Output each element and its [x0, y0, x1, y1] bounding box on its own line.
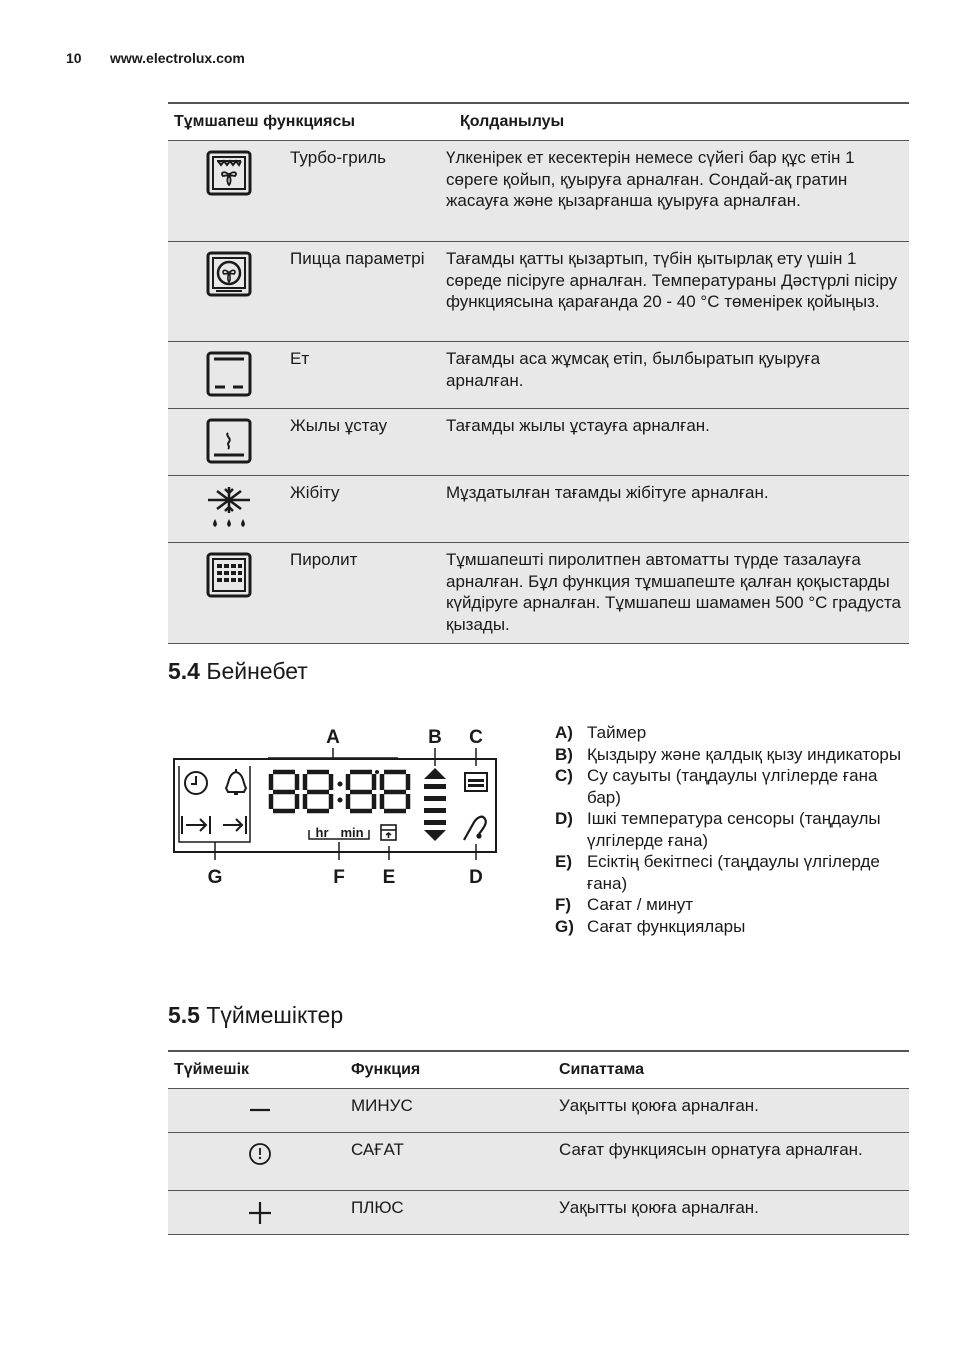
callout-f: F — [333, 867, 345, 888]
button-description: Сағат функциясын орнатуға арналған. — [559, 1140, 863, 1159]
col-header-description: Сипаттама — [559, 1061, 645, 1078]
table-header — [168, 1052, 909, 1089]
keep-warm-icon — [168, 409, 290, 475]
table-row — [168, 1089, 909, 1133]
legend-key: A) — [555, 723, 573, 742]
section-title: Түймешіктер — [206, 1002, 344, 1028]
timer-digits — [271, 772, 408, 811]
legend-key: E) — [555, 852, 572, 871]
function-description: Тұмшапешті пиролитпен автоматты түрде тазалауға арналған. Бұл функция тұмшапеште қалған қоқыстарды күйдіруге арналған. Тұмшапеш шамамен 500 °C градуста қызады. — [446, 550, 902, 634]
pyrolysis-icon — [168, 543, 290, 643]
site-url: www.electrolux.com — [110, 50, 245, 66]
clock-functions-bracket — [179, 766, 250, 842]
section-number: 5.5 — [168, 1002, 200, 1028]
turbo-grill-icon — [168, 141, 290, 241]
function-description: Тағамды аса жұмсақ етіп, былбыратып қуыруға арналған. — [446, 349, 821, 390]
callout-e: E — [382, 867, 396, 888]
table-row — [168, 1133, 909, 1191]
legend-key: G) — [555, 916, 574, 936]
section-heading-display — [168, 658, 308, 685]
clock-icon — [168, 1133, 351, 1190]
legend-text: Су сауыты (таңдаулы үлгілерде ғана бар) — [587, 766, 878, 807]
legend-text: Таймер — [587, 723, 647, 742]
legend-text: Сағат / минут — [587, 895, 694, 914]
table-row — [168, 342, 909, 409]
list-item — [555, 808, 915, 851]
buttons-table — [168, 1050, 909, 1235]
hr-label: hr — [315, 825, 329, 840]
legend-text: Қыздыру және қалдық қызу индикаторы — [587, 744, 902, 764]
button-function: ПЛЮС — [351, 1198, 404, 1217]
list-item — [555, 722, 915, 744]
duration-icon — [182, 816, 210, 834]
section-heading-buttons — [168, 1002, 343, 1029]
end-time-icon — [223, 816, 246, 834]
callout-b: B — [428, 727, 442, 748]
callout-d: D — [469, 867, 483, 888]
legend-key: D) — [555, 809, 573, 828]
list-item — [555, 916, 915, 938]
plus-icon — [168, 1191, 351, 1234]
button-function: МИНУС — [351, 1096, 413, 1115]
defrost-icon — [168, 476, 290, 542]
legend-key: F) — [555, 895, 572, 914]
function-description: Тағамды жылы ұстауға арналған. — [446, 416, 710, 435]
function-name: Турбо-гриль — [290, 148, 386, 167]
list-item — [555, 894, 915, 916]
section-number: 5.4 — [168, 658, 200, 684]
clock-icon — [185, 772, 207, 794]
water-tank-icon — [465, 773, 487, 791]
section-title: Бейнебет — [206, 658, 308, 684]
min-label: min — [340, 825, 364, 840]
function-name: Пицца параметрі — [290, 249, 425, 268]
display-legend — [555, 722, 915, 937]
heating-indicator — [424, 768, 446, 841]
table-header — [168, 104, 909, 141]
oven-functions-table — [168, 102, 909, 644]
callout-c: C — [469, 727, 483, 748]
table-row — [168, 141, 909, 242]
table-row — [168, 242, 909, 342]
legend-text: Ішкі температура сенсоры (таңдаулы үлгілерде ғана) — [587, 809, 881, 850]
function-name: Пиролит — [290, 550, 358, 569]
function-name: Жылы ұстау — [290, 416, 388, 435]
table-row — [168, 543, 909, 644]
table-row — [168, 476, 909, 543]
legend-text: Есіктің бекітпесі (таңдаулы үлгілерде ғана) — [587, 852, 880, 893]
function-description: Тағамды қатты қызартып, түбін қытырлақ ету үшін 1 сөреде пісіруге арналған. Температураны Дәстүрлі пісіру функциясына қарағанда 20 - 40 °C төменірек қойыңыз. — [446, 249, 898, 311]
function-description: Мұздатылған тағамды жібітуге арналған. — [446, 483, 769, 502]
list-item — [555, 765, 915, 808]
button-function: САҒАТ — [351, 1140, 404, 1159]
function-description: Үлкенірек ет кесектерін немесе сүйегі бар құс етін 1 сөреге қойып, қуыруға арналған. Сондай-ақ гратин жасауға және қызарғанша қуыруға арналған. — [446, 148, 855, 210]
legend-key: B) — [555, 744, 573, 764]
hour-minute-label — [309, 825, 369, 840]
col-header-function: Функция — [351, 1061, 421, 1078]
door-lock-icon — [381, 825, 396, 840]
col-header-button: Түймешік — [174, 1061, 250, 1078]
legend-key: C) — [555, 766, 573, 785]
callout-a: A — [326, 727, 340, 748]
page-number: 10 — [66, 50, 82, 66]
function-name: Жібіту — [290, 483, 340, 502]
col-header-usage: Қолданылуы — [460, 113, 565, 130]
page-header — [66, 50, 245, 66]
table-row — [168, 1191, 909, 1235]
table-row — [168, 409, 909, 476]
list-item — [555, 744, 915, 766]
core-sensor-icon — [464, 817, 486, 840]
bell-icon — [226, 769, 246, 794]
list-item — [555, 851, 915, 894]
callout-g: G — [207, 867, 223, 888]
button-description: Уақытты қоюға арналған. — [559, 1096, 759, 1115]
display-diagram — [170, 722, 500, 890]
button-description: Уақытты қоюға арналған. — [559, 1198, 759, 1217]
display-frame — [174, 759, 496, 852]
function-name: Ет — [290, 349, 310, 368]
legend-text: Сағат функциялары — [587, 916, 746, 936]
col-header-function: Тұмшапеш функциясы — [174, 113, 356, 130]
meat-icon — [168, 342, 290, 408]
pizza-icon — [168, 242, 290, 341]
minus-icon — [168, 1089, 351, 1132]
